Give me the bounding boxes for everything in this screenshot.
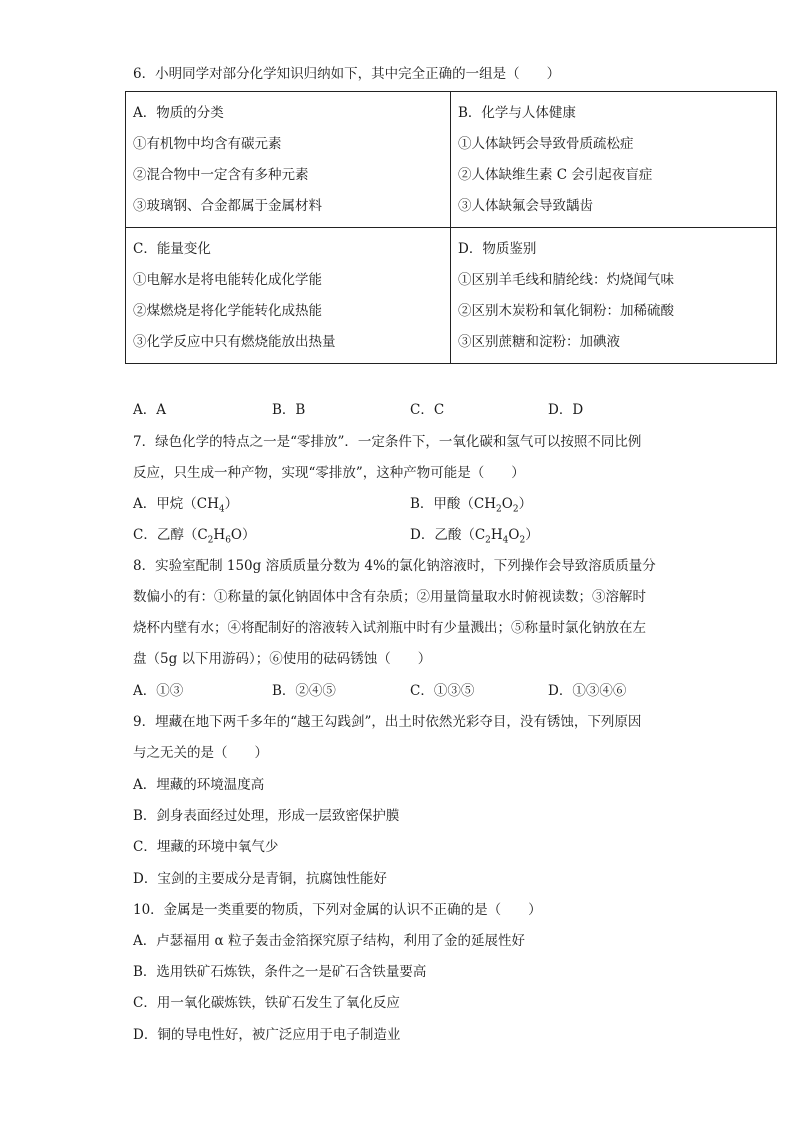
q10-option-d[interactable]: D．铜的导电性好，被广泛应用于电子制造业 bbox=[133, 1027, 401, 1043]
q6-cell-a-item-3: ③玻璃钢、合金都属于金属材料 bbox=[133, 198, 322, 214]
q7-option-a[interactable] bbox=[133, 494, 238, 514]
q7-option-b-close: ） bbox=[518, 496, 533, 512]
q7-option-c-mid: H bbox=[213, 527, 226, 543]
q10-option-a[interactable]: A．卢瑟福用 α 粒子轰击金箔探究原子结构，利用了金的延展性好 bbox=[133, 933, 525, 949]
q6-cell-c-item-2: ②煤燃烧是将化学能转化成热能 bbox=[133, 303, 322, 319]
q7-option-d-mid-1: H bbox=[490, 527, 503, 543]
q6-cell-d-title: D．物质鉴别 bbox=[458, 241, 537, 257]
q6-cell-c-item-3: ③化学反应中只有燃烧能放出热量 bbox=[133, 334, 336, 350]
q6-cell-d bbox=[451, 228, 777, 364]
q8-option-a[interactable]: A．①③ bbox=[133, 683, 184, 699]
q7-option-d-sub-2: 4 bbox=[502, 535, 509, 546]
q8-stem-line-3: 烧杯内壁有水；④将配制好的溶液转入试剂瓶中时有少量溅出；⑤称量时氯化钠放在左 bbox=[133, 620, 646, 636]
q6-cell-b bbox=[451, 92, 777, 228]
q7-option-d-sub-3: 2 bbox=[519, 535, 526, 546]
q6-option-a[interactable]: A．A bbox=[133, 402, 166, 418]
q6-cell-b-item-3: ③人体缺氟会导致龋齿 bbox=[458, 198, 593, 214]
q7-option-d-close: ） bbox=[525, 527, 539, 543]
q7-option-a-close: ） bbox=[224, 496, 239, 512]
q10-stem: 10．金属是一类重要的物质，下列对金属的认识不正确的是（ ） bbox=[133, 902, 542, 918]
q8-option-c[interactable]: C．①③⑤ bbox=[410, 683, 475, 699]
q9-stem-line-1: 9．埋藏在地下两千多年的“越王勾践剑”，出土时依然光彩夺目，没有锈蚀，下列原因 bbox=[133, 714, 642, 730]
q6-option-b[interactable]: B．B bbox=[272, 402, 306, 418]
q7-option-d-sub-1: 2 bbox=[485, 535, 491, 546]
q7-option-b-mid: O bbox=[501, 496, 513, 512]
q6-cell-c-title: C．能量变化 bbox=[133, 241, 211, 257]
q7-stem-line-1: 7．绿色化学的特点之一是“零排放”．一定条件下，一氧化碳和氢气可以按照不同比例 bbox=[133, 434, 642, 450]
q6-table bbox=[125, 91, 777, 364]
q9-option-d[interactable]: D．宝剑的主要成分是青铜，抗腐蚀性能好 bbox=[133, 871, 387, 887]
q7-stem-line-2: 反应，只生成一种产物，实现“零排放”，这种产物可能是（ ） bbox=[133, 465, 525, 481]
q7-option-c-text: C．乙醇（C bbox=[133, 527, 208, 543]
q8-option-b[interactable]: B．②④⑤ bbox=[272, 683, 336, 699]
q7-option-b[interactable] bbox=[410, 494, 532, 514]
q7-option-d-mid-2: O bbox=[508, 527, 520, 543]
q7-option-b-sub-2: 2 bbox=[512, 504, 519, 515]
q7-option-a-sub: 4 bbox=[218, 504, 225, 515]
q6-cell-a-item-1: ①有机物中均含有碳元素 bbox=[133, 136, 282, 152]
q7-option-c-close: O） bbox=[230, 527, 256, 543]
q6-cell-d-item-1: ①区别羊毛线和腈纶线：灼烧闻气味 bbox=[458, 272, 674, 288]
q9-option-a[interactable]: A．埋藏的环境温度高 bbox=[133, 777, 265, 793]
q6-cell-b-item-1: ①人体缺钙会导致骨质疏松症 bbox=[458, 136, 634, 152]
q7-option-b-sub-1: 2 bbox=[496, 504, 502, 515]
q9-stem-line-2: 与之无关的是（ ） bbox=[133, 745, 268, 761]
q6-cell-a-title: A．物质的分类 bbox=[133, 105, 224, 121]
q10-option-b[interactable]: B．选用铁矿石炼铁，条件之一是矿石含铁量要高 bbox=[133, 964, 427, 980]
q8-option-d[interactable]: D．①③④⑥ bbox=[548, 683, 627, 699]
q7-option-a-text: A．甲烷（CH bbox=[133, 496, 219, 512]
q10-option-c[interactable]: C．用一氧化碳炼铁，铁矿石发生了氧化反应 bbox=[133, 995, 400, 1011]
q6-option-d[interactable]: D．D bbox=[548, 402, 584, 418]
q7-option-c-sub-2: 6 bbox=[225, 535, 231, 546]
q6-cell-b-item-2: ②人体缺维生素 C 会引起夜盲症 bbox=[458, 167, 653, 183]
q6-cell-d-item-3: ③区别蔗糖和淀粉：加碘液 bbox=[458, 334, 620, 350]
q6-cell-a-item-2: ②混合物中一定含有多种元素 bbox=[133, 167, 309, 183]
q6-stem: 6．小明同学对部分化学知识归纳如下，其中完全正确的一组是（ ） bbox=[133, 66, 561, 82]
q6-option-c[interactable]: C．C bbox=[410, 402, 445, 418]
q7-option-c-sub-1: 2 bbox=[207, 535, 214, 546]
q9-option-c[interactable]: C．埋藏的环境中氧气少 bbox=[133, 839, 279, 855]
q8-stem-line-2: 数偏小的有：①称量的氯化钠固体中含有杂质；②用量筒量取水时俯视读数；③溶解时 bbox=[133, 589, 646, 605]
q6-cell-a bbox=[126, 92, 451, 228]
q6-cell-d-item-2: ②区别木炭粉和氧化铜粉：加稀硫酸 bbox=[458, 303, 674, 319]
q6-cell-b-title: B．化学与人体健康 bbox=[458, 105, 576, 121]
q8-stem-line-1: 8．实验室配制 150g 溶质质量分数为 4%的氯化钠溶液时，下列操作会导致溶质质量分 bbox=[133, 558, 656, 574]
q9-option-b[interactable]: B．剑身表面经过处理，形成一层致密保护膜 bbox=[133, 808, 400, 824]
q7-option-b-text: B．甲酸（CH bbox=[410, 496, 497, 512]
q7-option-d-text: D．乙酸（C bbox=[410, 527, 486, 543]
q8-stem-line-4: 盘（5g 以下用游码）；⑥使用的砝码锈蚀（ ） bbox=[133, 651, 432, 667]
q6-cell-c bbox=[126, 228, 451, 364]
q7-option-d[interactable] bbox=[410, 525, 539, 545]
q6-cell-c-item-1: ①电解水是将电能转化成化学能 bbox=[133, 272, 322, 288]
q7-option-c[interactable] bbox=[133, 525, 256, 545]
